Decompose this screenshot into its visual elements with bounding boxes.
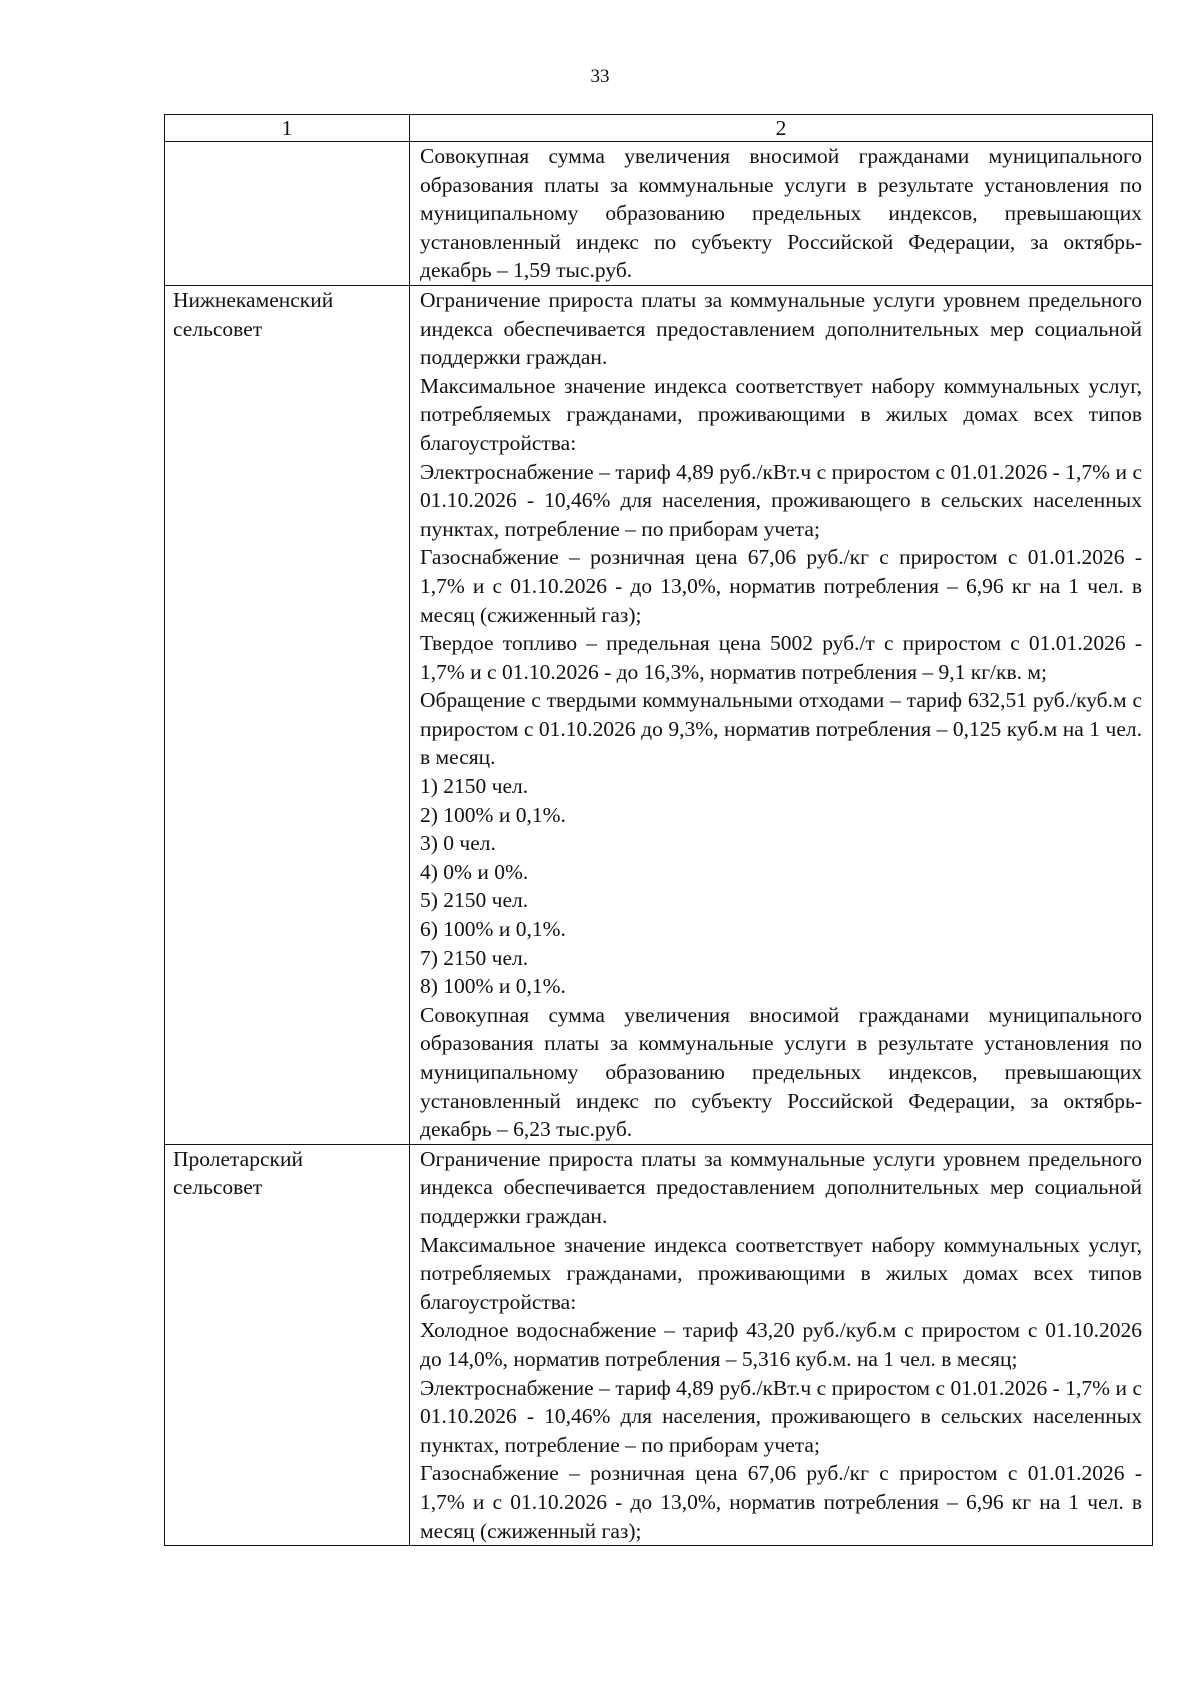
- list-item: 8) 100% и 0,1%.: [420, 974, 566, 999]
- summary-paragraph: Совокупная сумма увеличения вносимой гражданами муниципального образования платы за коммунальные услуги в результате установления по муниципальному образованию предельных индексов, превышающих установленный индекс по субъекту Российской Федерации, за октябрь-декабрь – 1,59 тыс.руб.: [420, 144, 1142, 283]
- support-measures-paragraph: Ограничение прироста платы за коммунальные услуги уровнем предельного индекса обеспечивается предоставлением дополнительных мер социальной поддержки граждан.: [420, 1146, 1142, 1228]
- cold-water-paragraph: Холодное водоснабжение – тариф 43,20 руб./куб.м с приростом с 01.10.2026 до 14,0%, норматив потребления – 5,316 куб.м. на 1 чел. в месяц;: [420, 1318, 1142, 1371]
- table-header-row: [165, 115, 1153, 142]
- list-item: 6) 100% и 0,1%.: [420, 917, 566, 942]
- municipal-index-table: [164, 114, 1153, 1546]
- list-item: 7) 2150 чел.: [420, 945, 529, 970]
- max-index-paragraph: Максимальное значение индекса соответствует набору коммунальных услуг, потребляемых гражданами, проживающими в жилых домах всех типов благоустройства:: [420, 1232, 1142, 1314]
- table-row: [165, 285, 1153, 1144]
- table-row: [165, 1144, 1153, 1545]
- list-item: 2) 100% и 0,1%.: [420, 802, 566, 827]
- column-header-2: 2: [410, 115, 1153, 142]
- municipality-name-cell: [165, 142, 410, 286]
- municipality-name: Нижнекаменский сельсовет: [173, 287, 334, 341]
- list-item: 4) 0% и 0%.: [420, 859, 529, 884]
- municipality-name-cell: [165, 285, 410, 1144]
- page-number: 33: [590, 66, 610, 87]
- electricity-paragraph: Электроснабжение – тариф 4,89 руб./кВт.ч с приростом с 01.01.2026 - 1,7% и с 01.10.2026 - 10,46% для населения, проживающего в сельских населенных пунктах, потребление – по приборам учета;: [420, 459, 1142, 541]
- waste-paragraph: Обращение с твердыми коммунальными отходами – тариф 632,51 руб./куб.м с приростом с 01.10.2026 до 9,3%, норматив потребления – 0,125 куб.м на 1 чел. в месяц.: [420, 688, 1142, 770]
- gas-paragraph: Газоснабжение – розничная цена 67,06 руб./кг с приростом с 01.01.2026 - 1,7% и с 01.10.2026 - до 13,0%, норматив потребления – 6,96 кг на 1 чел. в месяц (сжиженный газ);: [420, 1461, 1142, 1543]
- list-item: 1) 2150 чел.: [420, 774, 529, 799]
- description-cell: [410, 1144, 1153, 1545]
- solid-fuel-paragraph: Твердое топливо – предельная цена 5002 руб./т с приростом с 01.01.2026 - 1,7% и с 01.10.2026 - до 16,3%, норматив потребления – 9,1 кг/кв. м;: [420, 631, 1142, 684]
- support-measures-paragraph: Ограничение прироста платы за коммунальные услуги уровнем предельного индекса обеспечивается предоставлением дополнительных мер социальной поддержки граждан.: [420, 287, 1142, 370]
- list-item: 5) 2150 чел.: [420, 888, 529, 913]
- description-cell: [410, 142, 1153, 286]
- summary-paragraph: Совокупная сумма увеличения вносимой гражданами муниципального образования платы за коммунальные услуги в результате установления по муниципальному образованию предельных индексов, превышающих установленный индекс по субъекту Российской Федерации, за октябрь-декабрь – 6,23 тыс.руб.: [420, 1002, 1142, 1142]
- description-cell: [410, 285, 1153, 1144]
- list-item: 3) 0 чел.: [420, 831, 496, 856]
- electricity-paragraph: Электроснабжение – тариф 4,89 руб./кВт.ч с приростом с 01.01.2026 - 1,7% и с 01.10.2026 - 10,46% для населения, проживающего в сельских населенных пунктах, потребление – по приборам учета;: [420, 1375, 1142, 1457]
- column-header-1: 1: [165, 115, 410, 142]
- gas-paragraph: Газоснабжение – розничная цена 67,06 руб./кг с приростом с 01.01.2026 - 1,7% и с 01.10.2026 - до 13,0%, норматив потребления – 6,96 кг на 1 чел. в месяц (сжиженный газ);: [420, 545, 1142, 627]
- table-row: [165, 142, 1153, 286]
- municipality-name: Пролетарский сельсовет: [173, 1146, 303, 1200]
- municipality-name-cell: [165, 1144, 410, 1545]
- max-index-paragraph: Максимальное значение индекса соответствует набору коммунальных услуг, потребляемых гражданами, проживающими в жилых домах всех типов благоустройства:: [420, 373, 1142, 455]
